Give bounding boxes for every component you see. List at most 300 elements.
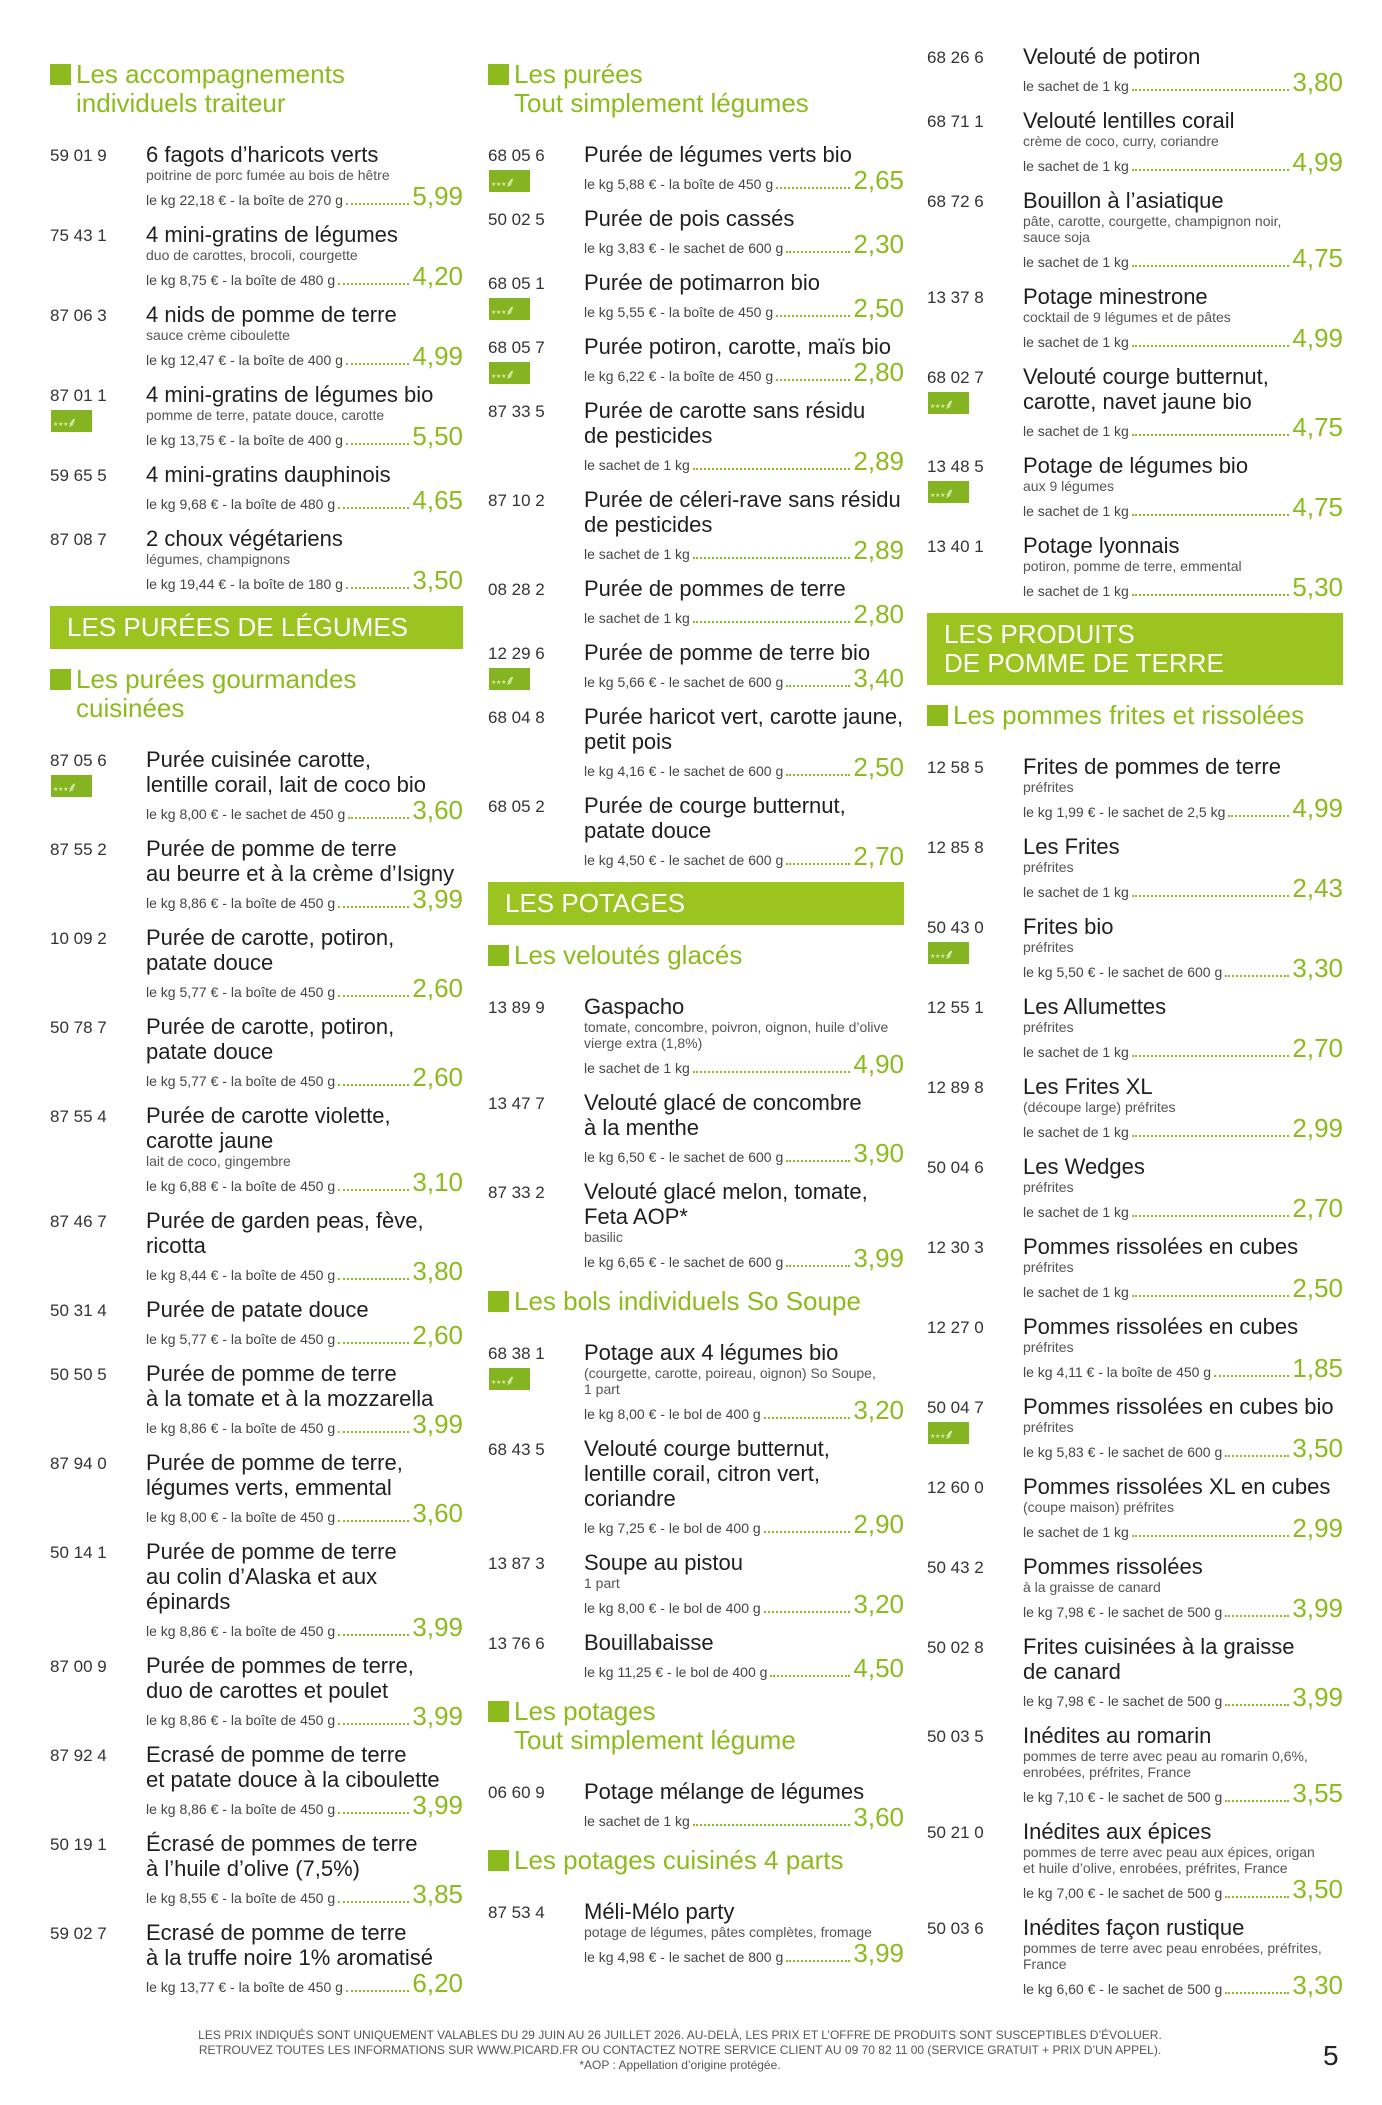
- unit-price: le kg 13,75 € - la boîte de 400 g: [146, 432, 343, 448]
- product-description: duo de carottes, brocoli, courgette: [146, 247, 358, 263]
- product-code-text: 12 89 8: [927, 1078, 984, 1097]
- category-banner: LES PURÉES DE LÉGUMES: [50, 606, 463, 649]
- dot-leader: [1132, 265, 1290, 267]
- price-line: [146, 263, 463, 289]
- product-code: [50, 925, 146, 1001]
- price-line: [146, 1500, 463, 1526]
- price-line: [584, 1511, 904, 1537]
- product-code: [488, 1630, 584, 1681]
- price-line: [584, 231, 904, 257]
- dot-leader: [786, 863, 850, 865]
- product-code-text: 50 03 5: [927, 1727, 984, 1746]
- unit-price: le sachet de 1 kg: [1023, 1524, 1129, 1540]
- product-name: Bouillabaisse: [584, 1630, 714, 1655]
- product-code: [927, 1474, 1023, 1541]
- price-line: [584, 537, 904, 563]
- product-item: [50, 142, 463, 209]
- dot-leader: [1132, 1295, 1290, 1297]
- price-line: [584, 1140, 904, 1166]
- product-code-text: 50 02 5: [488, 210, 545, 229]
- price-line: [1023, 1115, 1343, 1141]
- product-price: 4,99: [412, 341, 463, 371]
- product-code-text: 12 58 5: [927, 758, 984, 777]
- unit-price: le sachet de 1 kg: [584, 546, 690, 562]
- product-price: 3,20: [853, 1589, 904, 1619]
- section-square-icon: [927, 705, 948, 726]
- product-body: [584, 1179, 904, 1271]
- unit-price: le kg 8,00 € - le bol de 400 g: [584, 1406, 761, 1422]
- price-line: [146, 567, 463, 593]
- product-body: [146, 526, 463, 593]
- product-name: Velouté glacé melon, tomate, Feta AOP*: [584, 1179, 868, 1229]
- organic-leaf-icon: [927, 941, 970, 965]
- dot-leader: [346, 587, 409, 589]
- product-code: [927, 284, 1023, 351]
- section-title: Les bols individuels So Soupe: [514, 1286, 861, 1316]
- column-3: [927, 44, 1343, 2011]
- price-line: [146, 1970, 463, 1996]
- product-item: [50, 302, 463, 369]
- unit-price: le sachet de 1 kg: [1023, 1284, 1129, 1300]
- price-line: [584, 754, 904, 780]
- unit-price: le sachet de 1 kg: [1023, 583, 1129, 599]
- product-description: préfrites: [1023, 779, 1074, 795]
- product-body: [146, 1103, 463, 1195]
- product-price: 3,60: [853, 1802, 904, 1832]
- product-item: [927, 533, 1343, 600]
- unit-price: le kg 8,00 € - la boîte de 450 g: [146, 1509, 336, 1525]
- dot-leader: [1132, 169, 1290, 171]
- product-code: [927, 453, 1023, 520]
- section-heading: [488, 1846, 904, 1875]
- product-name: Bouillon à l’asiatique: [1023, 188, 1224, 213]
- unit-price: le kg 5,83 € - le sachet de 600 g: [1023, 1444, 1223, 1460]
- product-body: [1023, 1234, 1343, 1301]
- unit-price: le kg 6,22 € - la boîte de 450 g: [584, 368, 774, 384]
- product-price: 3,80: [1292, 67, 1343, 97]
- dot-leader: [764, 1417, 851, 1419]
- section-title: Les pommes frites et rissolées: [953, 700, 1305, 730]
- dot-leader: [346, 443, 409, 445]
- product-item: [50, 747, 463, 823]
- dot-leader: [1225, 1615, 1289, 1617]
- product-code-text: 87 10 2: [488, 491, 545, 510]
- product-description: à la graisse de canard: [1023, 1579, 1161, 1595]
- product-name: Ecrasé de pomme de terre et patate douce à la ciboulette: [146, 1742, 440, 1792]
- product-description: préfrites: [1023, 1339, 1074, 1355]
- dot-leader: [786, 1160, 850, 1162]
- product-price: 3,99: [412, 1409, 463, 1439]
- product-body: [1023, 914, 1343, 981]
- product-price: 5,30: [1292, 572, 1343, 602]
- product-code-text: 87 92 4: [50, 1746, 107, 1765]
- price-line: [1023, 1876, 1343, 1902]
- price-line: [584, 1655, 904, 1681]
- unit-price: le kg 8,86 € - la boîte de 450 g: [146, 1623, 336, 1639]
- product-body: [146, 1361, 463, 1437]
- product-name: Purée de céleri-rave sans résidu de pesticides: [584, 487, 901, 537]
- product-name: Pommes rissolées en cubes: [1023, 1234, 1299, 1259]
- product-item: [488, 704, 904, 780]
- product-code: [50, 1361, 146, 1437]
- product-name: Purée de pois cassés: [584, 206, 795, 231]
- product-item: [488, 1550, 904, 1617]
- product-item: [50, 1653, 463, 1729]
- product-price: 2,70: [853, 841, 904, 871]
- product-code-text: 50 78 7: [50, 1018, 107, 1037]
- product-item: [488, 487, 904, 563]
- price-line: [1023, 1972, 1343, 1998]
- unit-price: le kg 8,86 € - la boîte de 450 g: [146, 1420, 336, 1436]
- product-code: [50, 1920, 146, 1996]
- product-item: [488, 1899, 904, 1966]
- product-body: [1023, 188, 1343, 271]
- product-item: [488, 1340, 904, 1423]
- unit-price: le kg 5,77 € - la boîte de 450 g: [146, 1073, 336, 1089]
- product-price: 4,75: [1292, 492, 1343, 522]
- unit-price: le kg 1,99 € - le sachet de 2,5 kg: [1023, 804, 1226, 820]
- unit-price: le kg 19,44 € - la boîte de 180 g: [146, 576, 343, 592]
- unit-price: le kg 7,10 € - le sachet de 500 g: [1023, 1789, 1223, 1805]
- unit-price: le kg 7,00 € - le sachet de 500 g: [1023, 1885, 1223, 1901]
- product-body: [146, 1831, 463, 1907]
- product-code-text: 12 27 0: [927, 1318, 984, 1337]
- product-code: [488, 1779, 584, 1830]
- product-name: Les Frites: [1023, 834, 1120, 859]
- product-body: [1023, 364, 1343, 440]
- section-heading: [488, 1697, 904, 1755]
- unit-price: le kg 9,68 € - la boîte de 480 g: [146, 496, 336, 512]
- dot-leader: [764, 1611, 851, 1613]
- dot-leader: [338, 507, 409, 509]
- product-code-text: 59 65 5: [50, 466, 107, 485]
- dot-leader: [770, 1675, 850, 1677]
- product-code-text: 68 05 7: [488, 338, 545, 357]
- unit-price: le kg 5,77 € - la boîte de 450 g: [146, 1331, 336, 1347]
- product-code-text: 12 60 0: [927, 1478, 984, 1497]
- product-name: 4 nids de pomme de terre: [146, 302, 397, 327]
- product-code-text: 50 04 7: [927, 1398, 984, 1417]
- product-item: [50, 836, 463, 912]
- product-code-text: 75 43 1: [50, 226, 107, 245]
- price-line: [1023, 414, 1343, 440]
- unit-price: le kg 4,16 € - le sachet de 600 g: [584, 763, 784, 779]
- price-line: [1023, 1780, 1343, 1806]
- category-banner: LES PRODUITS DE POMME DE TERRE: [927, 613, 1343, 685]
- product-code-text: 68 05 1: [488, 274, 545, 293]
- product-name: Pommes rissolées en cubes bio: [1023, 1394, 1334, 1419]
- price-line: [146, 1322, 463, 1348]
- product-price: 4,99: [1292, 147, 1343, 177]
- section-heading: [488, 941, 904, 970]
- product-code-text: 13 48 5: [927, 457, 984, 476]
- unit-price: le sachet de 1 kg: [1023, 78, 1129, 94]
- unit-price: le kg 7,98 € - le sachet de 500 g: [1023, 1604, 1223, 1620]
- product-name: Potage minestrone: [1023, 284, 1208, 309]
- unit-price: le kg 7,25 € - le bol de 400 g: [584, 1520, 761, 1536]
- organic-leaf-icon: [50, 409, 93, 433]
- product-price: 3,55: [1292, 1778, 1343, 1808]
- product-code-text: 50 03 6: [927, 1919, 984, 1938]
- price-line: [1023, 1595, 1343, 1621]
- product-body: [1023, 1554, 1343, 1621]
- product-price: 2,89: [853, 535, 904, 565]
- product-description: pommes de terre avec peau aux épices, origan et huile d’olive, enrobées, préfrites, France: [1023, 1844, 1315, 1876]
- product-code: [50, 142, 146, 209]
- price-line: [146, 886, 463, 912]
- product-body: [584, 1090, 904, 1166]
- product-name: Purée de légumes verts bio: [584, 142, 852, 167]
- price-line: [584, 1051, 904, 1077]
- product-item: [927, 108, 1343, 175]
- product-body: [1023, 1819, 1343, 1902]
- product-body: [584, 1340, 904, 1423]
- dot-leader: [338, 906, 409, 908]
- product-price: 4,20: [412, 261, 463, 291]
- product-body: [146, 1539, 463, 1640]
- product-code: [488, 576, 584, 627]
- unit-price: le kg 11,25 € - le bol de 400 g: [584, 1664, 768, 1680]
- product-code: [488, 1899, 584, 1966]
- price-line: [584, 601, 904, 627]
- product-code-text: 87 00 9: [50, 1657, 107, 1676]
- price-line: [146, 343, 463, 369]
- price-line: [584, 167, 904, 193]
- footer-legal: [120, 2028, 1240, 2073]
- product-description: aux 9 légumes: [1023, 478, 1115, 494]
- product-code-text: 13 40 1: [927, 537, 984, 556]
- dot-leader: [1225, 1992, 1289, 1994]
- product-price: 3,90: [853, 1138, 904, 1168]
- product-item: [488, 334, 904, 385]
- product-body: [1023, 1915, 1343, 1998]
- product-item: [50, 462, 463, 513]
- product-body: [584, 994, 904, 1077]
- product-code-text: 13 76 6: [488, 1634, 545, 1653]
- dot-leader: [338, 1431, 409, 1433]
- product-body: [584, 142, 904, 193]
- organic-leaf-icon: [488, 297, 531, 321]
- product-name: Purée de pomme de terre bio: [584, 640, 871, 665]
- unit-price: le kg 7,98 € - le sachet de 500 g: [1023, 1693, 1223, 1709]
- unit-price: le sachet de 1 kg: [1023, 1124, 1129, 1140]
- product-price: 3,99: [1292, 1593, 1343, 1623]
- product-price: 2,99: [1292, 1513, 1343, 1543]
- product-name: Purée haricot vert, carotte jaune, petit pois: [584, 704, 904, 754]
- product-price: 3,99: [412, 1701, 463, 1731]
- product-description: préfrites: [1023, 939, 1074, 955]
- organic-leaf-icon: [50, 774, 93, 798]
- product-code: [927, 994, 1023, 1061]
- dot-leader: [346, 203, 409, 205]
- section-title: Les potages cuisinés 4 parts: [514, 1845, 844, 1875]
- product-description: préfrites: [1023, 1419, 1074, 1435]
- price-line: [146, 1792, 463, 1818]
- product-code-text: 12 55 1: [927, 998, 984, 1017]
- product-item: [927, 1723, 1343, 1806]
- product-description: basilic: [584, 1229, 623, 1245]
- product-code: [927, 1234, 1023, 1301]
- product-item: [50, 925, 463, 1001]
- unit-price: le sachet de 1 kg: [1023, 1044, 1129, 1060]
- product-body: [584, 1630, 904, 1681]
- product-item: [488, 994, 904, 1077]
- product-item: [927, 1394, 1343, 1461]
- product-item: [488, 142, 904, 193]
- section-square-icon: [50, 64, 71, 85]
- product-price: 3,40: [853, 663, 904, 693]
- product-description: 1 part: [584, 1575, 620, 1591]
- product-price: 2,50: [853, 293, 904, 323]
- unit-price: le kg 12,47 € - la boîte de 400 g: [146, 352, 343, 368]
- product-body: [146, 1920, 463, 1996]
- dot-leader: [348, 817, 409, 819]
- product-code-text: 50 14 1: [50, 1543, 107, 1562]
- dot-leader: [786, 1265, 850, 1267]
- dot-leader: [1132, 514, 1290, 516]
- product-code: [50, 302, 146, 369]
- product-price: 5,50: [412, 421, 463, 451]
- dot-leader: [1225, 1704, 1289, 1706]
- product-name: Velouté courge butternut, carotte, navet jaune bio: [1023, 364, 1269, 414]
- dot-leader: [1225, 975, 1289, 977]
- dot-leader: [764, 1531, 851, 1533]
- product-price: 3,30: [1292, 1970, 1343, 2000]
- product-name: Inédites au romarin: [1023, 1723, 1212, 1748]
- product-item: [927, 1314, 1343, 1381]
- product-name: 4 mini-gratins de légumes: [146, 222, 398, 247]
- product-code: [50, 1014, 146, 1090]
- product-body: [584, 1899, 904, 1966]
- price-line: [584, 1397, 904, 1423]
- dot-leader: [1132, 89, 1290, 91]
- product-name: Ecrasé de pomme de terre à la truffe noire 1% aromatisé: [146, 1920, 433, 1970]
- product-code: [50, 1103, 146, 1195]
- product-body: [584, 334, 904, 385]
- product-price: 4,99: [1292, 793, 1343, 823]
- product-item: [927, 914, 1343, 981]
- product-name: 6 fagots d’haricots verts: [146, 142, 379, 167]
- unit-price: le sachet de 1 kg: [584, 457, 690, 473]
- product-code-text: 50 02 8: [927, 1638, 984, 1657]
- product-body: [584, 1436, 904, 1537]
- dot-leader: [338, 1278, 409, 1280]
- price-line: [1023, 875, 1343, 901]
- unit-price: le sachet de 1 kg: [1023, 254, 1129, 270]
- dot-leader: [1214, 1375, 1289, 1377]
- product-code: [50, 747, 146, 823]
- product-code-text: 87 33 2: [488, 1183, 545, 1202]
- section-title: Les veloutés glacés: [514, 940, 743, 970]
- unit-price: le kg 22,18 € - la boîte de 270 g: [146, 192, 343, 208]
- product-code: [488, 142, 584, 193]
- product-item: [50, 1831, 463, 1907]
- product-code-text: 87 94 0: [50, 1454, 107, 1473]
- dot-leader: [776, 187, 850, 189]
- product-price: 2,90: [853, 1509, 904, 1539]
- product-body: [584, 576, 904, 627]
- unit-price: le kg 5,88 € - la boîte de 450 g: [584, 176, 774, 192]
- product-item: [927, 364, 1343, 440]
- product-name: Les Frites XL: [1023, 1074, 1153, 1099]
- product-body: [1023, 1723, 1343, 1806]
- product-item: [50, 1208, 463, 1284]
- product-body: [146, 302, 463, 369]
- product-price: 2,43: [1292, 873, 1343, 903]
- product-price: 4,90: [853, 1049, 904, 1079]
- product-code-text: 50 50 5: [50, 1365, 107, 1384]
- unit-price: le kg 4,50 € - le sachet de 600 g: [584, 852, 784, 868]
- product-code-text: 13 47 7: [488, 1094, 545, 1113]
- product-name: Pommes rissolées: [1023, 1554, 1203, 1579]
- product-code-text: 68 05 6: [488, 146, 545, 165]
- footer-line-2: RETROUVEZ TOUTES LES INFORMATIONS SUR WWW.PICARD.FR OU CONTACTEZ NOTRE SERVICE CLIENT AU 09 70 82 11 00 (SERVICE GRATUIT + PRIX D’UN APPEL).: [198, 2043, 1162, 2057]
- product-code-text: 59 01 9: [50, 146, 107, 165]
- product-item: [488, 206, 904, 257]
- product-name: Velouté courge butternut, lentille corail, citron vert, coriandre: [584, 1436, 830, 1511]
- product-price: 4,75: [1292, 412, 1343, 442]
- unit-price: le sachet de 1 kg: [1023, 1204, 1129, 1220]
- price-line: [146, 423, 463, 449]
- product-code-text: 59 02 7: [50, 1924, 107, 1943]
- price-line: [1023, 494, 1343, 520]
- price-line: [146, 1258, 463, 1284]
- product-name: Gaspacho: [584, 994, 685, 1019]
- product-code: [927, 1915, 1023, 1998]
- section-heading: [488, 1287, 904, 1316]
- product-name: Purée de pommes de terre: [584, 576, 846, 601]
- product-code-text: 87 55 4: [50, 1107, 107, 1126]
- dot-leader: [776, 379, 850, 381]
- dot-leader: [338, 1342, 409, 1344]
- product-code: [488, 1179, 584, 1271]
- dot-leader: [786, 774, 850, 776]
- product-code-text: 68 71 1: [927, 112, 984, 131]
- unit-price: le sachet de 1 kg: [1023, 503, 1129, 519]
- product-body: [1023, 994, 1343, 1061]
- product-item: [927, 284, 1343, 351]
- unit-price: le kg 8,55 € - la boîte de 450 g: [146, 1890, 336, 1906]
- product-body: [1023, 1074, 1343, 1141]
- product-body: [146, 382, 463, 449]
- product-body: [1023, 1474, 1343, 1541]
- product-body: [146, 1450, 463, 1526]
- product-name: Méli-Mélo party: [584, 1899, 735, 1924]
- organic-leaf-icon: [927, 1421, 970, 1445]
- product-price: 4,50: [853, 1653, 904, 1683]
- product-description: tomate, concombre, poivron, oignon, huile d’olive vierge extra (1,8%): [584, 1019, 889, 1051]
- dot-leader: [346, 363, 409, 365]
- product-body: [584, 1550, 904, 1617]
- product-code-text: 50 43 0: [927, 918, 984, 937]
- dot-leader: [1225, 1896, 1289, 1898]
- unit-price: le sachet de 1 kg: [584, 610, 690, 626]
- product-price: 4,99: [1292, 323, 1343, 353]
- product-item: [927, 1474, 1343, 1541]
- unit-price: le kg 5,77 € - la boîte de 450 g: [146, 984, 336, 1000]
- product-code: [50, 1539, 146, 1640]
- product-code: [50, 526, 146, 593]
- product-code-text: 68 72 6: [927, 192, 984, 211]
- dot-leader: [693, 1824, 851, 1826]
- product-description: (coupe maison) préfrites: [1023, 1499, 1174, 1515]
- product-code-text: 12 85 8: [927, 838, 984, 857]
- section-title: Les potages Tout simplement légume: [514, 1696, 796, 1755]
- price-line: [1023, 325, 1343, 351]
- product-code-text: 87 06 3: [50, 306, 107, 325]
- product-code: [927, 834, 1023, 901]
- price-line: [146, 1881, 463, 1907]
